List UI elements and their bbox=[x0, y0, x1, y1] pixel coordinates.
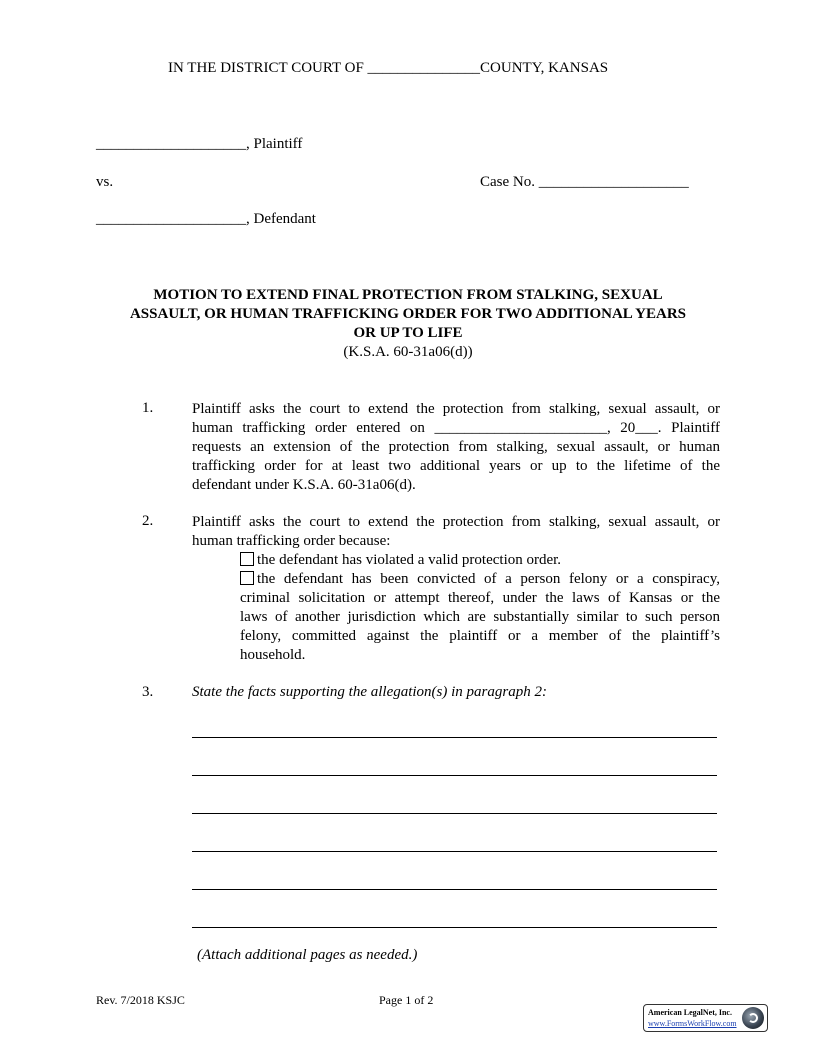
title-line: OR UP TO LIFE bbox=[353, 325, 463, 341]
page-number: Page 1 of 2 bbox=[379, 993, 434, 1007]
paragraph-line: human trafficking order entered on _______________________, 20___. Plaintiff bbox=[192, 420, 720, 436]
facts-prompt: State the facts supporting the allegation(s) in paragraph 2: bbox=[192, 684, 547, 700]
versus-label: vs. bbox=[96, 174, 114, 190]
paragraph-1 bbox=[192, 400, 720, 495]
defendant-line: ____________________, Defendant bbox=[96, 211, 316, 227]
paragraph-line: human trafficking order because: bbox=[192, 533, 391, 549]
paragraph-2 bbox=[192, 513, 720, 551]
violated-order-checkbox[interactable] bbox=[240, 552, 254, 566]
option-convicted-felony bbox=[240, 570, 720, 665]
paragraph-3-number: 3. bbox=[142, 684, 154, 700]
motion-title bbox=[80, 286, 736, 343]
revision-label: Rev. 7/2018 KSJC bbox=[96, 993, 185, 1007]
title-line: MOTION TO EXTEND FINAL PROTECTION FROM STALKING, SEXUAL bbox=[153, 287, 663, 303]
facts-answer-line[interactable] bbox=[192, 889, 717, 890]
option-label: the defendant has violated a valid protection order. bbox=[257, 552, 562, 568]
title-line: ASSAULT, OR HUMAN TRAFFICKING ORDER FOR TWO ADDITIONAL YEARS bbox=[129, 306, 687, 322]
plaintiff-line: ____________________, Plaintiff bbox=[96, 136, 303, 152]
paragraph-2-number: 2. bbox=[142, 513, 154, 529]
facts-answer-line[interactable] bbox=[192, 927, 717, 928]
facts-answer-line[interactable] bbox=[192, 813, 717, 814]
paragraph-line: defendant under K.S.A. 60-31a06(d). bbox=[192, 477, 416, 493]
publisher-url[interactable]: www.FormsWorkFlow.com bbox=[648, 1019, 737, 1028]
case-number-line: Case No. ____________________ bbox=[480, 174, 689, 190]
option-line: laws of another jurisdiction which are substantially similar to such person bbox=[240, 609, 720, 625]
option-line: felony, committed against the plaintiff or a member of the plaintiff’s bbox=[240, 628, 720, 644]
paragraph-line: Plaintiff asks the court to extend the protection from stalking, sexual assault, or bbox=[192, 514, 720, 530]
paragraph-line: requests an extension of the protection from stalking, sexual assault, or human bbox=[192, 439, 720, 455]
facts-answer-line[interactable] bbox=[192, 775, 717, 776]
paragraph-line: Plaintiff asks the court to extend the protection from stalking, sexual assault, or bbox=[192, 401, 720, 417]
convicted-felony-checkbox[interactable] bbox=[240, 571, 254, 585]
paragraph-1-number: 1. bbox=[142, 400, 154, 416]
facts-answer-line[interactable] bbox=[192, 737, 717, 738]
publisher-name: American LegalNet, Inc. bbox=[648, 1008, 732, 1017]
paragraph-line: trafficking order for at least two additional years or up to the lifetime of the bbox=[192, 458, 720, 474]
globe-seal-icon bbox=[742, 1007, 764, 1029]
option-violated-order bbox=[240, 551, 720, 570]
option-line: household. bbox=[240, 647, 306, 663]
attach-pages-note: (Attach additional pages as needed.) bbox=[197, 947, 418, 963]
statute-citation: (K.S.A. 60-31a06(d)) bbox=[343, 344, 473, 360]
court-heading: IN THE DISTRICT COURT OF _______________COUNTY, KANSAS bbox=[168, 60, 609, 76]
facts-answer-line[interactable] bbox=[192, 851, 717, 852]
option-label: the defendant has been convicted of a person felony or a conspiracy, bbox=[257, 571, 720, 587]
option-line: criminal solicitation or attempt thereof, under the laws of Kansas or the bbox=[240, 590, 720, 606]
publisher-logo[interactable] bbox=[643, 1004, 768, 1032]
